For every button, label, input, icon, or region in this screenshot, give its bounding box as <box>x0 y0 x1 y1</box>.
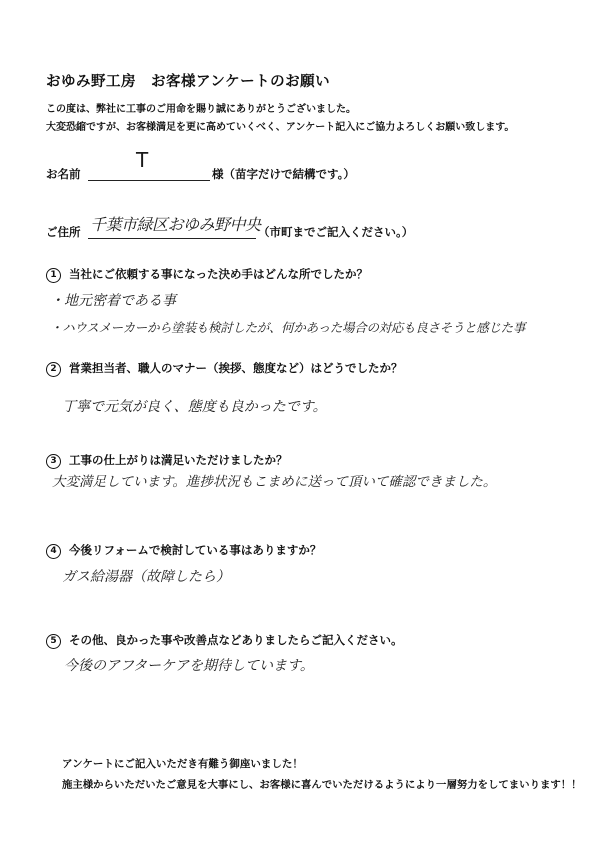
question-5 <box>46 632 403 649</box>
question-number: 5 <box>46 634 61 649</box>
answer-2: 丁寧で元気が良く、態度も良かったです。 <box>62 399 327 415</box>
answer-1-line-2: ・ハウスメーカーから塗装も検討したが、何かあった場合の対応も良さそうと感じた事 <box>50 320 526 335</box>
question-text: その他、良かった事や改善点などありましたらご記入ください。 <box>69 633 403 647</box>
name-suffix: 様（苗字だけで結構です。） <box>212 167 355 181</box>
answer-3: 大変満足しています。進捗状況もこまめに送って頂いて確認できました。 <box>52 474 497 490</box>
address-label: ご住所 <box>46 225 81 239</box>
answer-1-line-1: ・地元密着である事 <box>50 293 176 309</box>
question-text: 今後リフォームで検討している事はありますか？ <box>69 543 322 557</box>
name-underline <box>88 180 210 181</box>
address-suffix: （市町までご記入ください。） <box>258 225 414 239</box>
question-text: 営業担当者、職人のマナー（挨拶、態度など）はどうでしたか？ <box>69 361 403 375</box>
question-3 <box>46 452 288 469</box>
answer-4: ガス給湯器（故障したら） <box>62 569 230 585</box>
intro-line-1: この度は、弊社に工事のご用命を賜り誠にありがとうございました。 <box>46 104 356 115</box>
question-text: 当社にご依頼する事になった決め手はどんな所でしたか？ <box>69 267 368 281</box>
name-value: T <box>136 148 149 172</box>
name-label: お名前 <box>46 167 81 181</box>
footer-thanks: アンケートにご記入いただき有難う御座いました！ <box>62 758 303 770</box>
footer-commitment: 施主様からいただいたご意見を大事にし、お客様に喜んでいただけるようにより一層努力をしてまいります！！ <box>62 779 582 791</box>
address-underline <box>88 238 256 239</box>
question-2 <box>46 360 403 377</box>
question-number: 2 <box>46 362 61 377</box>
intro-line-2: 大変恐縮ですが、お客様満足を更に高めていくべく、アンケート記入にご協力よろしくお願い致します。 <box>46 122 515 133</box>
address-value: 千葉市緑区おゆみ野中央 <box>90 215 261 234</box>
survey-title: おゆみ野工房 お客様アンケートのお願い <box>46 74 331 90</box>
question-4 <box>46 542 321 559</box>
question-1 <box>46 266 368 283</box>
question-number: 4 <box>46 544 61 559</box>
question-number: 1 <box>46 268 61 283</box>
question-text: 工事の仕上がりは満足いただけましたか？ <box>69 453 288 467</box>
question-number: 3 <box>46 454 61 469</box>
answer-5: 今後のアフターケアを期待しています。 <box>64 658 314 674</box>
